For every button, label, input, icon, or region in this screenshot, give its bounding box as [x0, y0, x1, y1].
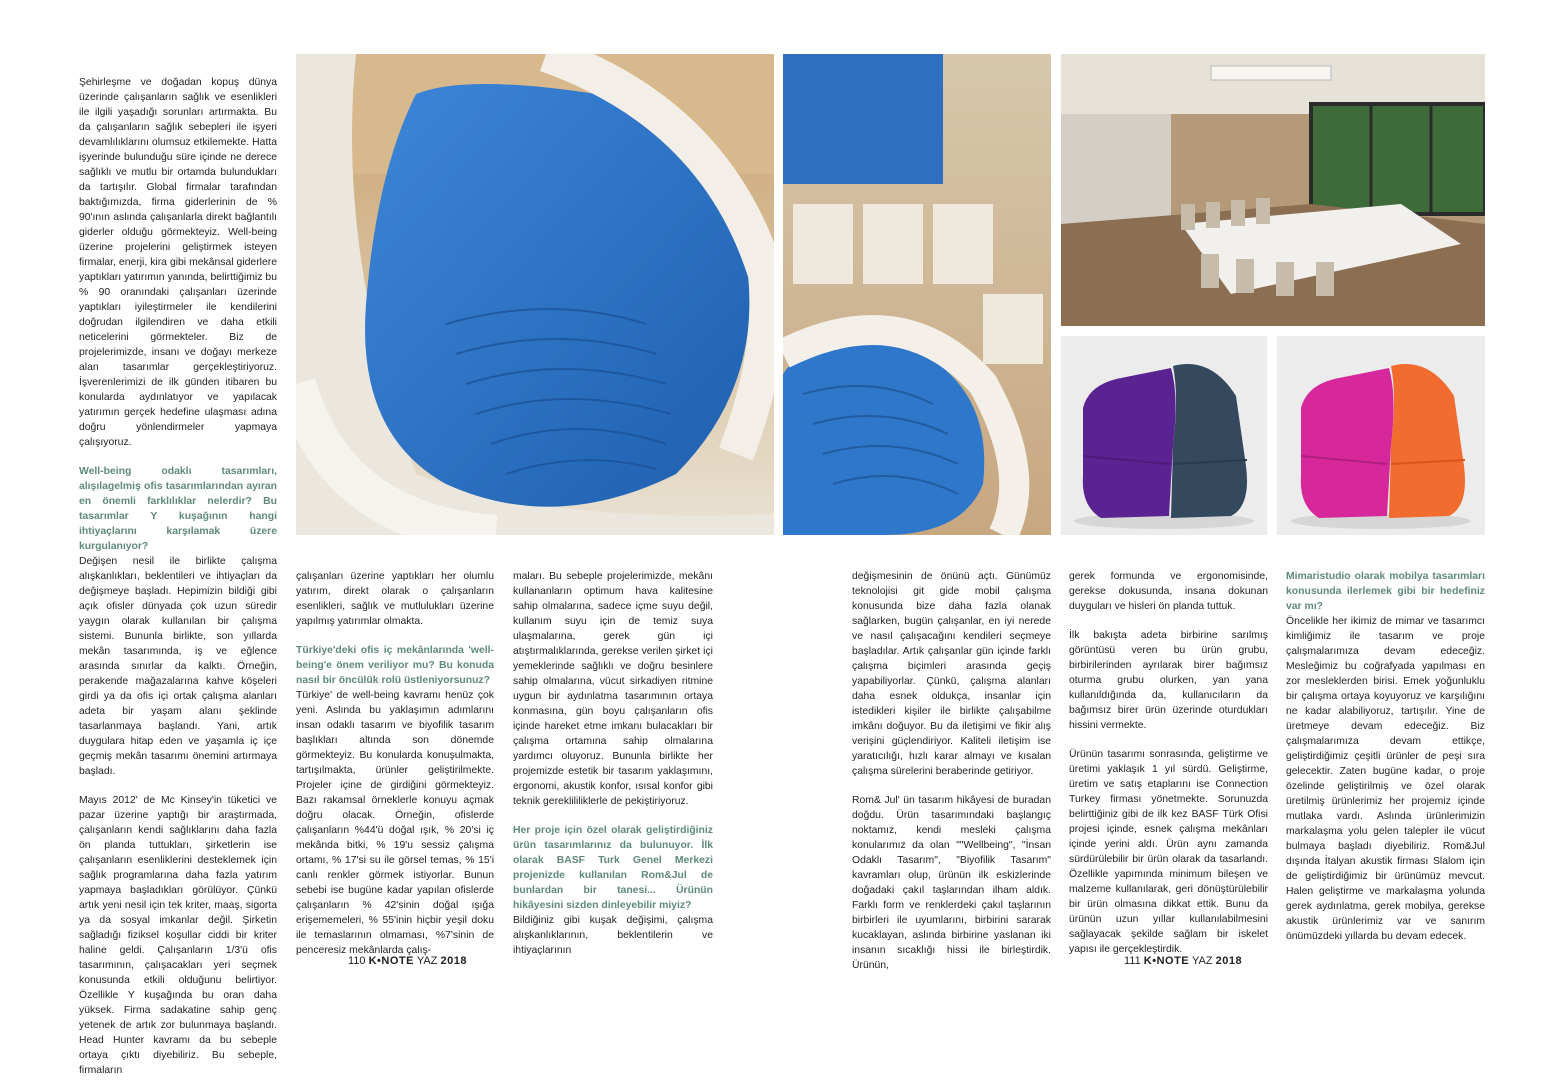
question-heading-2: Türkiye'deki ofis iç mekânlarında 'well-being'e önem veriliyor mu? Bu konuda nasıl bir öncülük rolü üstleniyorsunuz? — [296, 645, 494, 686]
col3-paragraph-1: maları. Bu sebeple projelerimizde, mekânı kullananların optimum hava kalitesine sahip olmalarına, sadece içme suyu değil, kullanım suyu için de temiz suya ulaşmalarına, gerek gün içi atıştırmalıklarında, gerekse verilen şirket içi yemeklerinde sağlıklı ve doğru besinlere sahip olmalarına, vücut sirkadiyen ritmine uygun bir aydınlatma tasarımının ortaya konmasına, gün boyu çalışanların ofis içinde hareket etme imkanı bulacakları bir çalışma ortamına sahip olmalarına yardımcı oluyoruz. Bununla birlikte her projemizde estetik bir tasarım yaklaşımını, ergonomi, akustik konfor, ısısal konfor gibi teknik gereklililiklerle de pekiştiriyoruz. — [513, 571, 713, 807]
col5-paragraph-3: Ürünün tasarımı sonrasında, geliştirme ve üretimi yaklaşık 1 yıl sürdü. Geliştirme, üretim ve satış etaplarını ise Connection Turkey firması yönetmekte. Sorunuzda belirttiğiniz gibi de ilk kez BASF Türk Ofisi projesi içinde, esnek çalışma mekânları içinde yerini aldı. Ürün aynı zamanda sürdürülebilir bir ürün olarak da tasarlandı. Özellikle yapımında minimum bileşen ve malzeme kullanılarak, geri dönüştürülebilir bir ürün olmasına dikkat ettik. Bunu da ürünün uzun yıllar kullanılabilmesini sağlayacak şekilde sağlam bir iskelet yapısı ile gerçekleştirdik. — [1069, 749, 1268, 955]
intro-paragraph: Şehirleşme ve doğadan kopuş dünya üzerinde çalışanların sağlık ve esenlikleri ile ilgili yaşadığı sorunları artırmakta. Bu da çalışanların sağlık sebepleri ile işyeri devamlılıklarını olumsuz etkilemekte. Hatta işyerinde bulunduğu süre içinde ne derece sağlıklı ve mutlu bir ortamda bulundukları da tartışılır. Global firmalar tarafından baktığımızda, firma giderlerinin de % 90'ının aslında çalışanlarla direkt bağlantılı giderler olduğu görmekteyiz. Well-being üzerine projelerini geliştirmek isteyen firmalar, enerji, kira gibi mekânsal giderlere yaptıkları yatırımın yanında, belirttiğimiz bu % 90 oranındaki çalışanları üzerinde yaptıkları iyileştirmeler ile kendilerini doğrudan ilgilendiren ve daha etkili neticelerini görmekteler. Biz de projelerimizde, insanı ve doğayı merkeze alan tasarımlar gerçekleştiriyoruz. İşverenlerimizi de ilk günden itibaren bu konularda aydınlatıyor ve yapılacak yatırımın gerçek hedefine ulaşması adına doğru yönlendirmeler yapmaya çalışıyoruz. — [79, 77, 277, 448]
stair-photo-left — [296, 54, 774, 535]
chair-illustration-orange — [1277, 336, 1485, 535]
brand-right: K•NOTE — [1143, 955, 1190, 967]
answer-paragraph-1: Değişen nesil ile birlikte çalışma alışkanlıkları, beklentileri ve ihtiyaçları da değişmeye başladı. Hepimizin bildiği gibi açık ofisler dünyada çok uzun süredir yaygın olarak kullanılan bir çalışma sistemi. Bununla birlikte, son yıllarda mekân tasarımında, iş ve eğlence arasında sınırlar da kalktı. Örneğin, perakende mağazalarına kahve köşeleri girdi ya da ofis içi ortak çalışma alanları adeta bir yaşam alanı şeklinde tasarlanmaya başlandı. Yani, artık duygulara hitap eden ve yaşamla iç içe geçmiş mekân tasarımı önemini artırmaya başladı. — [79, 556, 277, 777]
meeting-room-photo — [1061, 54, 1485, 326]
col4-paragraph-2: Rom& Jul' ün tasarım hikâyesi de buradan doğdu. Ürün tasarımındaki başlangıç noktamız, kendi mesleki çalışma konularımız da olan ""Wellbeing", "İnsan Odaklı Tasarım", "Biyofilik Tasarım" kavramları olup, ürünün ilk eskizlerinde doğadaki çakıl taşlarından ilham aldık. Farklı form ve renklerdeki çakıl taşlarının birbirleri ile uyumlarını, birbirini sararak kucaklayan, aslında birbirine yaslanan iki insanın sıcaklığı hissi ile birleştirdik. Ürünün, — [852, 795, 1051, 971]
right-col-4 — [852, 569, 1051, 987]
page-footer-left — [348, 955, 467, 967]
season-right: YAZ — [1192, 955, 1213, 967]
year-left: 2018 — [440, 955, 467, 967]
chair-illustration-purple — [1061, 336, 1267, 535]
left-col-3 — [513, 569, 713, 972]
season-left: YAZ — [416, 955, 438, 967]
stair-illustration-right — [783, 54, 1051, 535]
mckinsey-paragraph: Mayıs 2012' de Mc Kinsey'in tüketici ve pazar üzerine yaptığı bir araştırmada, çalışanların kendi sağlıklarını daha fazla ön planda tuttukları, şirketlerin ise çalışanların esenliklerini desteklemek için sağlık programlarına daha fazla yatırım yapmaya başladıkları görülüyor. Çünkü artık yeni nesil için tek kriter, maaş, sigorta ya da sosyal imkanlar değil. Şirketin sağladığı fiziksel koşullar ciddi bir kriter haline geldi. Çalışanların 1/3'ü ofis tasarımının, çalışacakları yeri seçmek konusunda etkili olduğunu belirtiyor. Özellikle Y kuşağında bu oran daha yüksek. Firma sadakatine sahip genç yetenek de artık zor bulunmaya başlandı. Head Hunter kavramı da bu sebeple ortaya çıktı diyebiliriz. Bu sebeple, firmaların — [79, 795, 277, 1076]
chair-photo-purple — [1061, 336, 1267, 535]
left-col-1 — [79, 75, 277, 1092]
question-heading-1: Well-being odaklı tasarımları, alışılagelmiş ofis tasarımlarından ayıran en önemli farklılıklar nelerdir? Bu tasarımlar Y kuşağının hangi ihtiyaçlarını karşılamak üzere kurgulanıyor? — [79, 466, 277, 552]
page-number-right: 111 — [1124, 955, 1141, 967]
stair-illustration-left — [296, 54, 774, 535]
col5-paragraph-2: İlk bakışta adeta birbirine sarılmış görüntüsü veren bu ürün grubu, birbirilerinden ayrılarak birer bağımsız oturma grubu olurken, yan yana kullanıldığında da, kullanıcıların da bağımsız birer ürün üzerinde oturdukları hissini vermekte. — [1069, 630, 1268, 731]
answer-paragraph-4: Öncelikle her ikimiz de mimar ve tasarımcı kimliğimiz ile tasarım ve proje çalışmalarımıza devam edeceğiz. Mesleğimiz bu coğrafyada yapılması en zor mesleklerden birisi. Emek yoğunluklu bir çalışma ortaya koyuyoruz ve karşılığını ne kadar alabiliyoruz, tartışılır. Yine de üretmeye devam edeceğiz. Biz çalışmalarımıza devam ettikçe, geliştirdiğimiz çeşitli ürünler de peşi sıra gelecektir. Zaten bugüne kadar, o proje özelinde geliştirilmiş ve özel olarak üretilmiş ürünlerimiz her projemiz içinde mutlaka vardı. Aslında ürünlerimizin markalaşma yolu gelen talepler ile vücut bulmaya başladı diyebiliriz. Rom&Jul dışında İtalyan akustik firması Slalom için de geliştirdiğimiz bir ürünümüz mevcut. Halen geliştirme ve markalaşma yolunda gerek aydınlatma, gerek mobilya, gerekse akustik ürünlerimiz var ve sanırım önümüzdeki yıllarda bu devam edecek. — [1286, 616, 1485, 942]
col2-paragraph-1: çalışanları üzerine yaptıkları her olumlu yatırım, direkt olarak o çalışanların esenlikleri, sağlık ve mutlulukları üzerine yapılmış yatırımlar olmakta. — [296, 571, 494, 627]
chair-photo-orange — [1277, 336, 1485, 535]
col5-paragraph-1: gerek formunda ve ergonomisinde, gerekse dokusunda, insana dokunan duyguları ve hisleri ön planda tuttuk. — [1069, 571, 1268, 612]
answer-paragraph-2: Türkiye' de well-being kavramı henüz çok yeni. Aslında bu yaklaşımın adımlarını insan odaklı tasarım ve biyofilik tasarım başlıkları altında son dönemde görmekteyiz. Bu konularda konuşulmakta, tartışılmakta, ürünler geliştirilmekte. Projeler içine de girdiğini görmekteyiz. Bazı rakamsal örneklerle konuyu açmak doğru olacak. Örneğin, ofislerde çalışanların %44'ü doğal ışık, % 20'si iç mekânda bitki, % 19'u sessiz çalışma ortamı, % 17'si su ile görsel temas, % 15'i canlı renkler görmek istiyorlar. Bunun sebebi ise bugüne kadar yapılan ofislerde çalışanların % 42'sinin doğal ışığa erişememeleri, % 55'inin hiçbir yeşil doku ile temaslarının olmaması, %7'sinin de penceresiz mekânlarda çalış- — [296, 690, 494, 956]
meeting-room-illustration — [1061, 54, 1485, 326]
brand-left: K•NOTE — [368, 955, 414, 967]
question-heading-3: Her proje için özel olarak geliştirdiğiniz ürün tasarımlarınız da bulunuyor. İlk olarak BASF Turk Genel Merkezi projenizde kullanılan Rom&Jul de bunlardan bir tanesi... Ürünün hikâyesini sizden dinleyebilir miyiz? — [513, 825, 713, 911]
right-col-5 — [1069, 569, 1268, 971]
page-footer-right — [1124, 955, 1242, 967]
right-col-6 — [1286, 569, 1485, 958]
answer-paragraph-3: Bildiğiniz gibi kuşak değişimi, çalışma alışkanlıklarının, beklentilerin ve ihtiyaçlarının — [513, 915, 713, 956]
year-right: 2018 — [1215, 955, 1243, 967]
page-number-left: 110 — [348, 955, 366, 967]
stair-photo-right — [783, 54, 1051, 535]
left-col-2 — [296, 569, 494, 972]
question-heading-4: Mimaristudio olarak mobilya tasarımları konusunda ilerlemek gibi bir hedefiniz var mı? — [1286, 571, 1485, 612]
col4-paragraph-1: değişmesinin de önünü açtı. Günümüz teknolojisi git gide mobil çalışma konusunda bize daha fazla olanak sağlarken, bugün çalışanlar, en iyi nerede ve nasıl çalışacağını kendileri seçmeye başladılar. Artık çalışanlar gün içinde farklı çalışma biçimleri arasında geçiş yapabiliyorlar. Çünkü, çalışma alanları daha esnek oldukça, insanlar için istedikleri kişiler ile birlikte çalışabilme imkânı doğuyor. Bu da iletişimi ve fikir alış verişini güçlendiriyor. Kaliteli iletişim ise yaratıcılığı, hızlı karar almayı ve kısalan çalışma sürelerini beraberinde getiriyor. — [852, 571, 1051, 777]
